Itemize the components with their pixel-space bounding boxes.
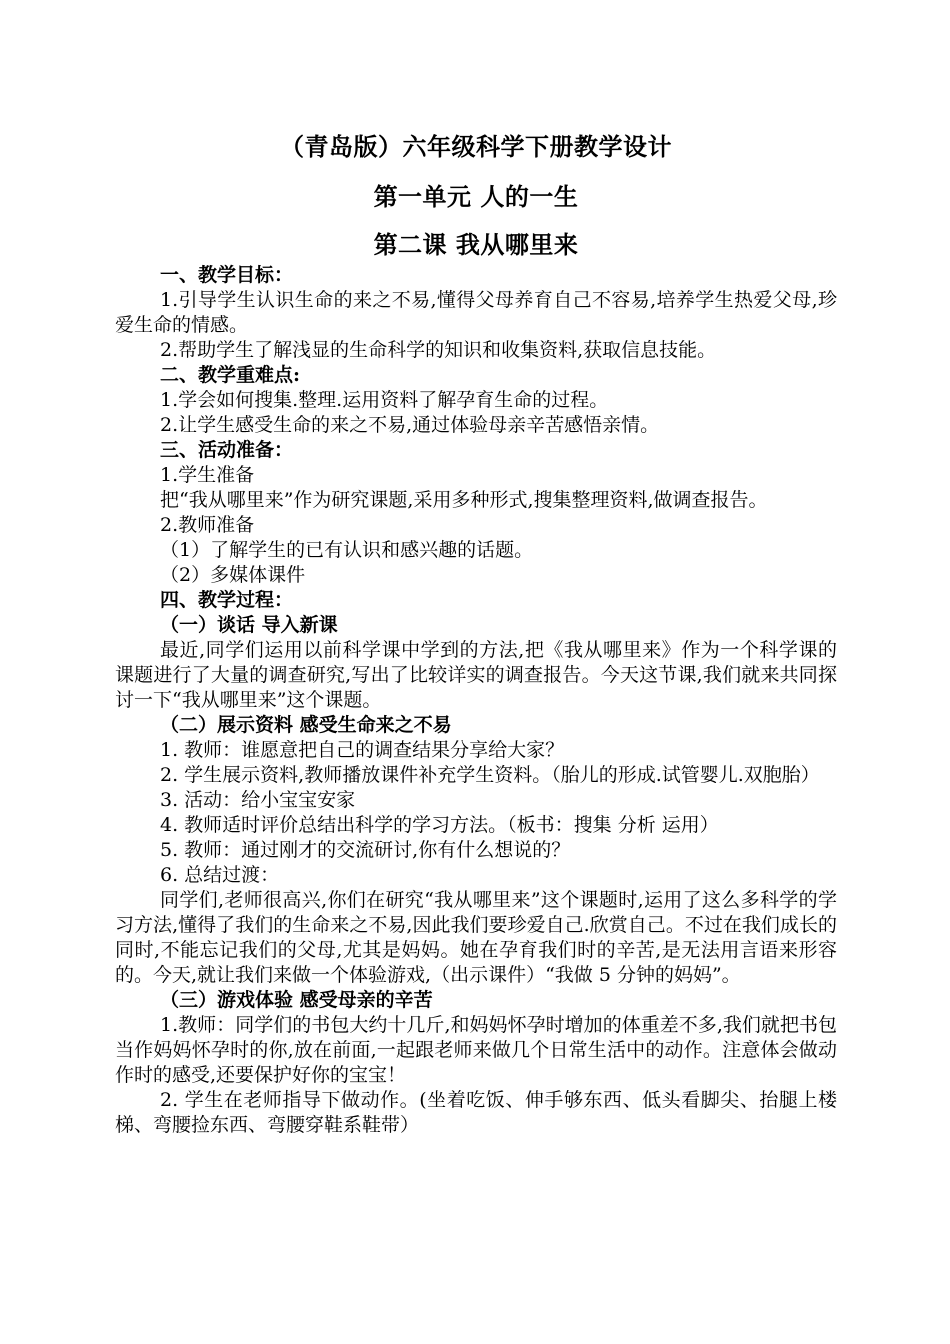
paragraph: 6. 总结过渡：	[160, 864, 280, 886]
paragraph: 2.让学生感受生命的来之不易,通过体验母亲辛苦感悟亲情。	[160, 414, 660, 436]
unit-title: 第一单元 人的一生	[373, 182, 579, 211]
paragraph: 2.帮助学生了解浅显的生命科学的知识和收集资料,获取信息技能。	[160, 339, 717, 361]
paragraph: 2.教师准备	[160, 514, 255, 536]
section-heading-key-points: 二、教学重难点:	[160, 364, 301, 386]
paragraph: 4. 教师适时评价总结出科学的学习方法。（板书：搜集 分析 运用）	[160, 814, 719, 836]
document-body	[115, 133, 837, 1138]
subsection-heading-intro: （一）谈话 导入新课	[160, 614, 338, 636]
subsection-heading-materials: （二）展示资料 感受生命来之不易	[160, 714, 452, 736]
section-heading-process: 四、教学过程：	[160, 589, 294, 611]
section-heading-objectives: 一、教学目标：	[160, 264, 294, 286]
paragraph: （2）多媒体课件	[160, 564, 306, 586]
paragraph: 2. 学生在老师指导下做动作。(坐着吃饭、伸手够东西、低头看脚尖、抬腿上楼梯、弯腰捡东西、弯腰穿鞋系鞋带）	[115, 1089, 837, 1136]
paragraph: 把“我从哪里来”作为研究课题,采用多种形式,搜集整理资料,做调查报告。	[160, 489, 768, 511]
paragraph: 1.学会如何搜集.整理.运用资料了解孕育生命的过程。	[160, 389, 609, 411]
paragraph: 2. 学生展示资料,教师播放课件补充学生资料。（胎儿的形成.试管婴儿.双胞胎）	[160, 764, 820, 786]
paragraph: 同学们,老师很高兴,你们在研究“我从哪里来”这个课题时,运用了这么多科学的学习方法,懂得了我们的生命来之不易,因此我们要珍爱自己.欣赏自己。不过在我们成长的同时,不能忘记我们的父母,尤其是妈妈。她在孕育我们时的辛苦,是无法用言语来形容的。今天,就让我们来做一个体验游戏,（出示课件）“我做 5 分钟的妈妈”。	[115, 889, 837, 986]
section-heading-preparation: 三、活动准备：	[160, 439, 294, 461]
paragraph: （1）了解学生的已有认识和感兴趣的话题。	[160, 539, 534, 561]
paragraph: 1.教师：同学们的书包大约十几斤,和妈妈怀孕时增加的体重差不多,我们就把书包当作妈妈怀孕时的你,放在前面,一起跟老师来做几个日常生活中的动作。注意体会做动作时的感受,还要保护好你的宝宝！	[115, 1014, 837, 1086]
paragraph: 最近,同学们运用以前科学课中学到的方法,把《我从哪里来》作为一个科学课的课题进行了大量的调查研究,写出了比较详实的调查报告。今天这节课,我们就来共同探讨一下“我从哪里来”这个课题。	[115, 639, 837, 711]
subsection-heading-game: （三）游戏体验 感受母亲的辛苦	[160, 989, 433, 1011]
paragraph: 3. 活动：给小宝宝安家	[160, 789, 356, 811]
lesson-title: 第二课 我从哪里来	[373, 230, 579, 259]
paragraph: 1. 教师：谁愿意把自己的调查结果分享给大家？	[160, 739, 565, 761]
paragraph: 5. 教师：通过刚才的交流研讨,你有什么想说的？	[160, 839, 571, 861]
paragraph: 1.学生准备	[160, 464, 255, 486]
paragraph: 1.引导学生认识生命的来之不易,懂得父母养育自己不容易,培养学生热爱父母,珍爱生命的情感。	[115, 289, 837, 336]
document-title: （青岛版）六年级科学下册教学设计	[280, 132, 672, 161]
